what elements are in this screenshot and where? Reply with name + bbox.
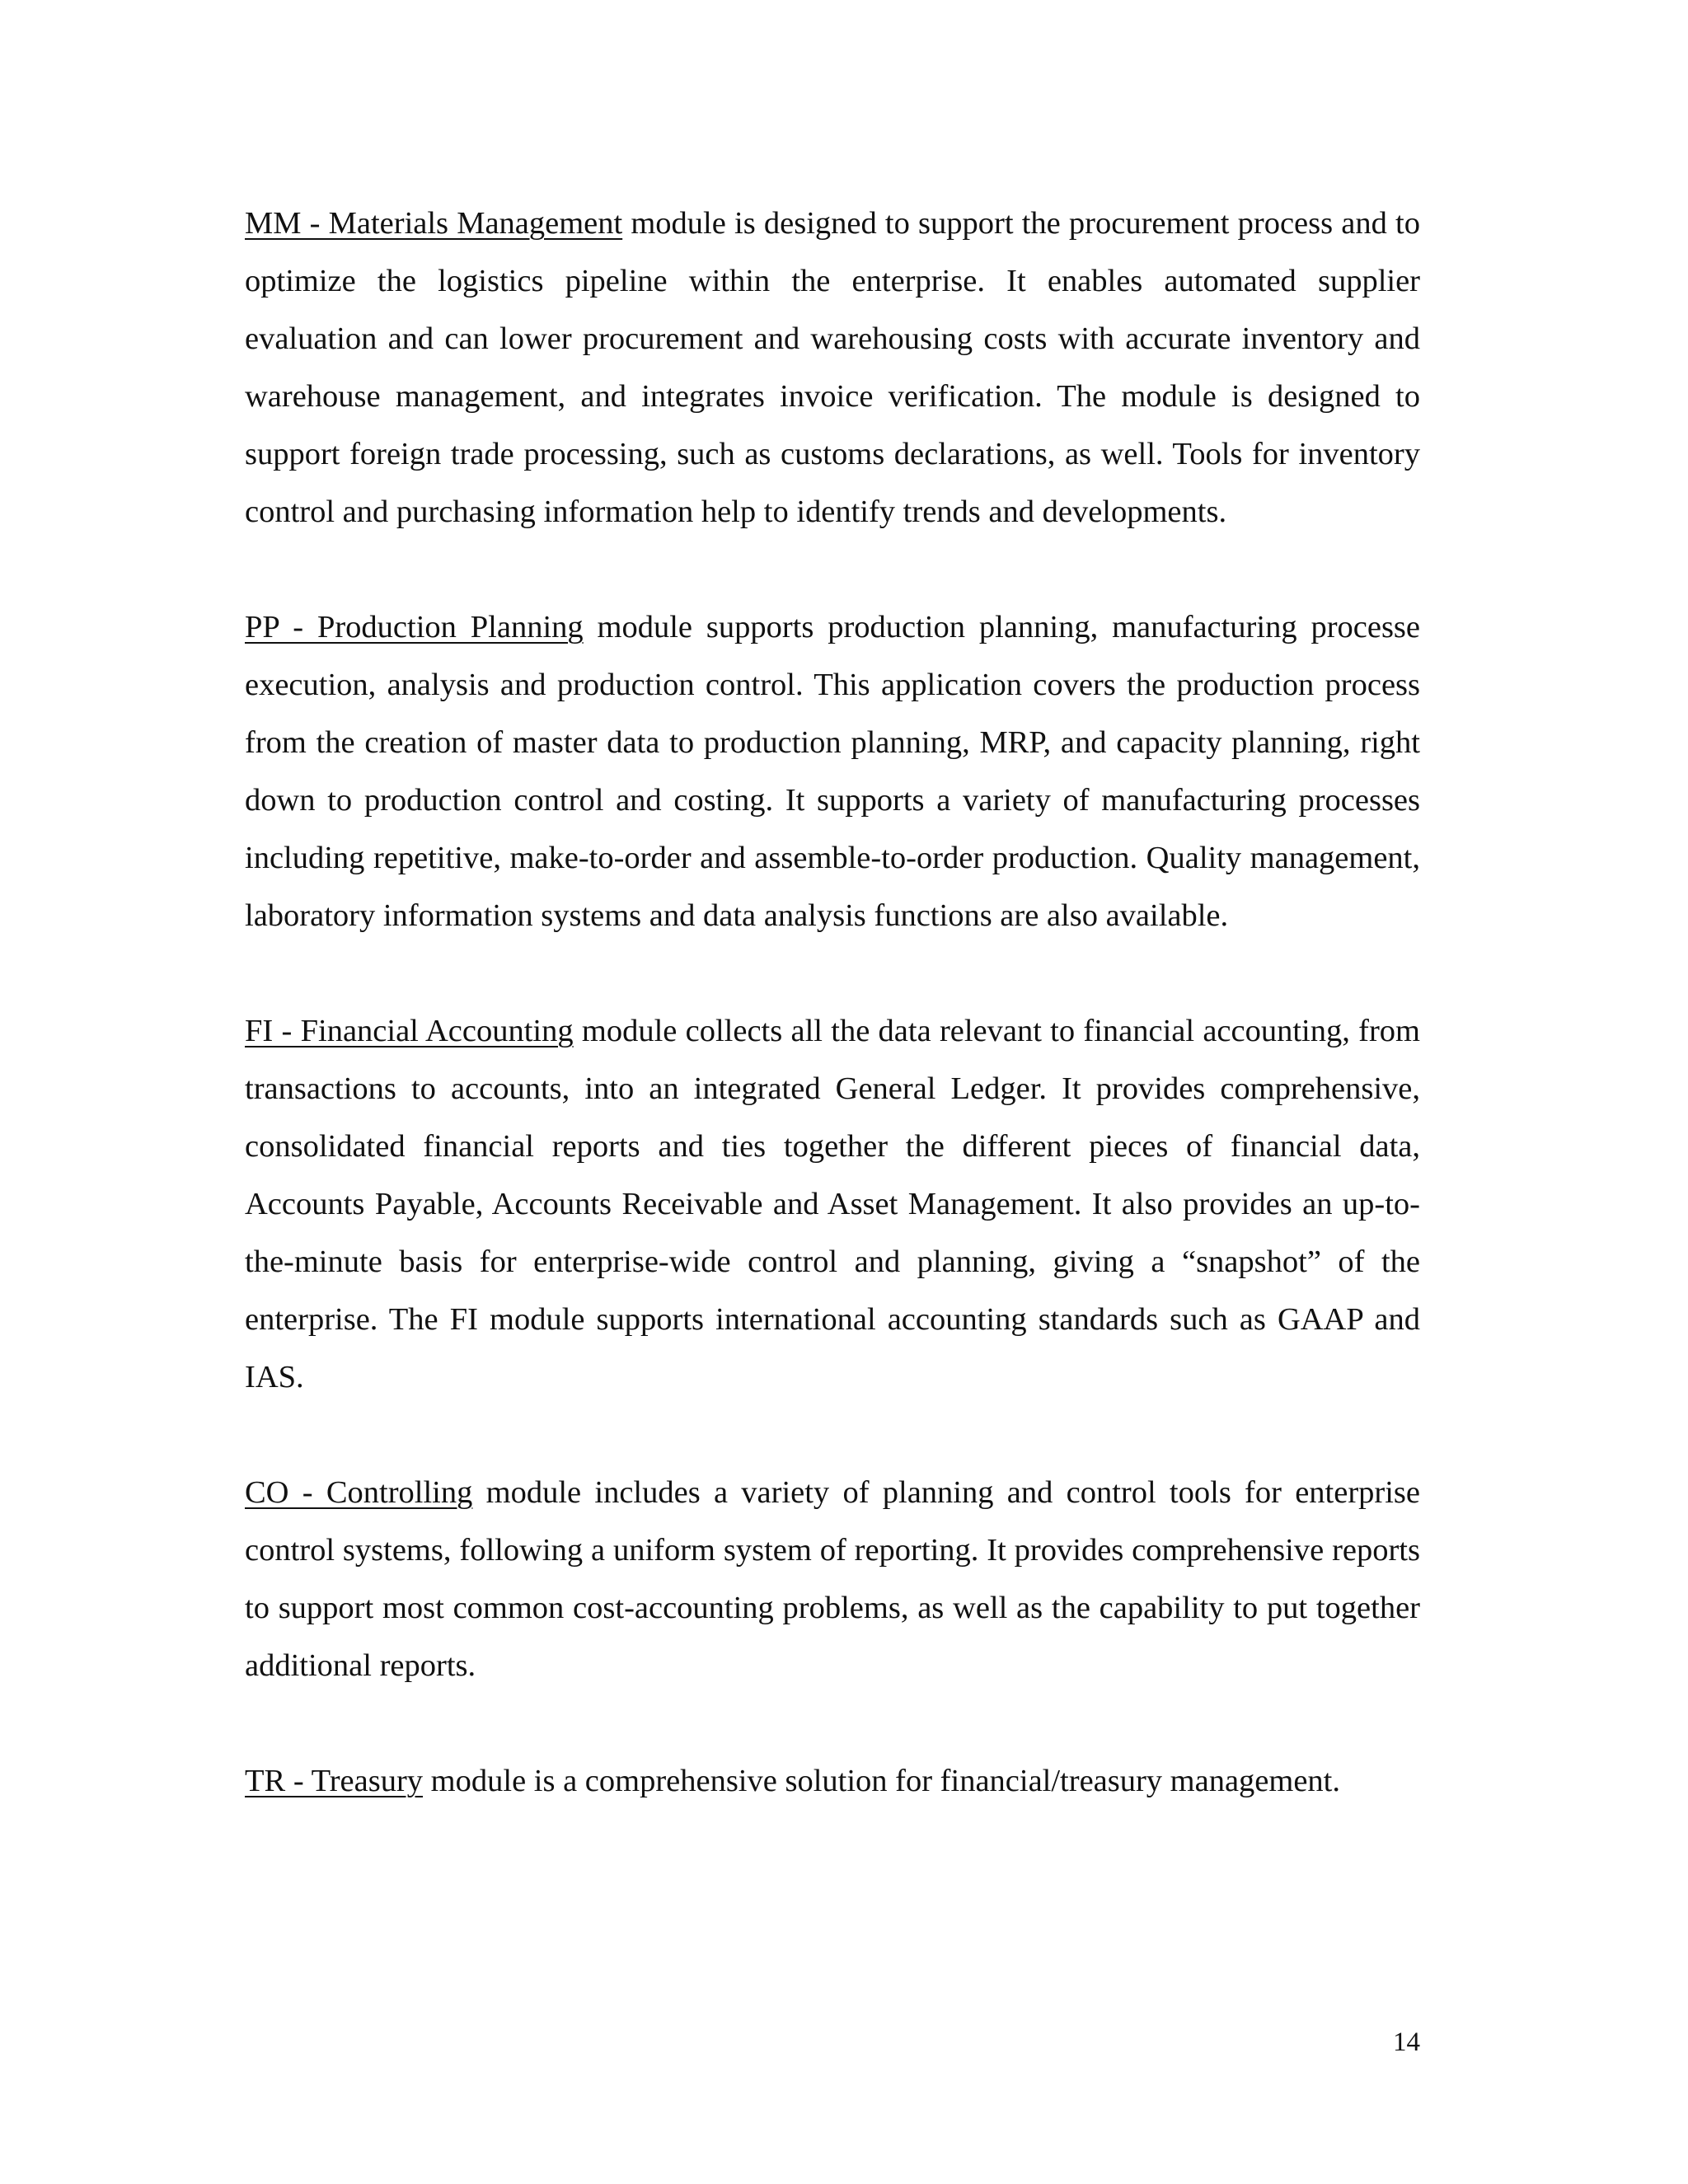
heading-fi: FI - Financial Accounting: [245, 1014, 574, 1048]
paragraph-text: module is a comprehensive solution for financial/treasury management.: [423, 1764, 1340, 1798]
paragraph-fi: [245, 1002, 1420, 1406]
paragraph-text: module is designed to support the procurement process and to optimize the logistics pipeline within the enterprise. It enables automated supplier evaluation and can lower procurement and warehousing costs with accurate inventory and warehouse management, and integrates invoice verification. The module is designed to support foreign trade processing, such as customs declarations, as well. Tools for inventory control and purchasing information help to identify trends and developments.: [245, 206, 1420, 529]
paragraph-tr: [245, 1752, 1420, 1810]
paragraph-co: [245, 1464, 1420, 1694]
heading-pp: PP - Production Planning: [245, 610, 584, 644]
paragraph-text: module includes a variety of planning and control tools for enterprise control systems, following a uniform system of reporting. It provides comprehensive reports to support most common cost-accounting problems, as well as the capability to put together additional reports.: [245, 1475, 1420, 1683]
paragraph-text: module collects all the data relevant to financial accounting, from transactions to accounts, into an integrated General Ledger. It provides comprehensive, consolidated financial reports and ties together the different pieces of financial data, Accounts Payable, Accounts Receivable and Asset Management. It also provides an up-to-the-minute basis for enterprise-wide control and planning, giving a “snapshot” of the enterprise. The FI module supports international accounting standards such as GAAP and IAS.: [245, 1014, 1420, 1394]
heading-mm: MM - Materials Management: [245, 206, 623, 241]
paragraph-mm: [245, 194, 1420, 541]
paragraph-pp: [245, 598, 1420, 944]
paragraph-text: module supports production planning, manufacturing processe execution, analysis and production control. This application covers the production process from the creation of master data to production planning, MRP, and capacity planning, right down to production control and costing. It supports a variety of manufacturing processes including repetitive, make-to-order and assemble-to-order production. Quality management, laboratory information systems and data analysis functions are also available.: [245, 610, 1420, 933]
heading-tr: TR - Treasury: [245, 1764, 424, 1798]
page-number: 14: [1393, 2027, 1420, 2057]
heading-co: CO - Controlling: [245, 1475, 473, 1510]
body-text: [245, 194, 1420, 1810]
